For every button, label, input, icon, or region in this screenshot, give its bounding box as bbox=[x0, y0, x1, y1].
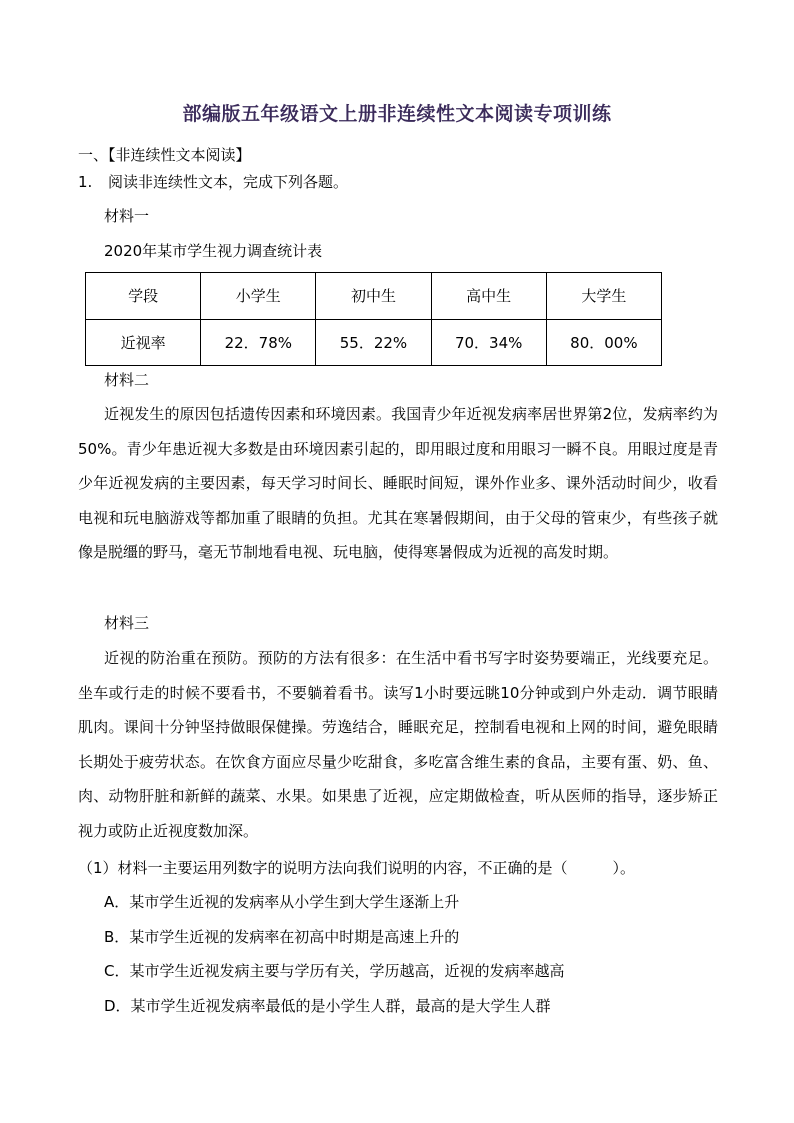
table-header-cell: 初中生 bbox=[316, 273, 431, 320]
option-b[interactable]: B．某市学生近视的发病率在初高中时期是高速上升的 bbox=[104, 928, 460, 946]
material2-label: 材料二 bbox=[104, 371, 150, 389]
option-d[interactable]: D．某市学生近视发病率最低的是小学生人群，最高的是大学生人群 bbox=[104, 997, 551, 1015]
table-header-cell: 大学生 bbox=[546, 273, 661, 320]
material1-label: 材料一 bbox=[104, 207, 150, 225]
table-header-cell: 高中生 bbox=[431, 273, 546, 320]
question-number: 1. bbox=[78, 173, 93, 191]
table-caption: 2020年某市学生视力调查统计表 bbox=[104, 242, 323, 260]
table-header-cell: 小学生 bbox=[201, 273, 316, 320]
question-prompt: 阅读非连续性文本，完成下列各题。 bbox=[108, 173, 349, 191]
table-row bbox=[86, 319, 662, 366]
table-cell: 80．00% bbox=[546, 319, 661, 366]
material3-paragraph: 近视的防治重在预防。预防的方法有很多：在生活中看书写字时姿势要端正，光线要充足。坐车或行走的时候不要看书，不要躺着看书。读写1小时要远眺10分钟或到户外走动．调节眼睛肌肉。课间十分钟坚持做眼保健操。劳逸结合，睡眠充足，控制看电视和上网的时间，避免眼睛长期处于疲劳状态。在饮食方面应尽量少吃甜食，多吃富含维生素的食品，主要有蛋、奶、鱼、肉、动物肝脏和新鲜的蔬菜、水果。如果患了近视，应定期做检查，听从医师的指导，逐步矫正视力或防止近视度数加深。 bbox=[78, 649, 718, 840]
table-cell: 70．34% bbox=[431, 319, 546, 366]
table-header-cell: 学段 bbox=[86, 273, 201, 320]
subquestion-stem: （1）材料一主要运用列数字的说明方法向我们说明的内容，不正确的是（ ）。 bbox=[78, 859, 636, 877]
option-c[interactable]: C．某市学生近视发病主要与学历有关，学历越高，近视的发病率越高 bbox=[104, 962, 565, 980]
section-heading: 一、【非连续性文本阅读】 bbox=[78, 146, 251, 164]
table-header-row bbox=[86, 273, 662, 320]
table-cell: 近视率 bbox=[86, 319, 201, 366]
document-title: 部编版五年级语文上册非连续性文本阅读专项训练 bbox=[182, 103, 612, 125]
table-cell: 55．22% bbox=[316, 319, 431, 366]
material2-paragraph: 近视发生的原因包括遗传因素和环境因素。我国青少年近视发病率居世界第2位，发病率约为50%。青少年患近视大多数是由环境因素引起的，即用眼过度和用眼习一瞬不良。用眼过度是青少年近视发病的主要因素，每天学习时间长、睡眠时间短，课外作业多、课外活动时间少，收看电视和玩电脑游戏等都加重了眼睛的负担。尤其在寒暑假期间，由于父母的管束少，有些孩子就像是脱缰的野马，毫无节制地看电视、玩电脑，使得寒暑假成为近视的高发时期。 bbox=[78, 405, 718, 561]
vision-survey-table bbox=[85, 272, 662, 366]
option-a[interactable]: A．某市学生近视的发病率从小学生到大学生逐渐上升 bbox=[104, 893, 460, 911]
table-cell: 22．78% bbox=[201, 319, 316, 366]
material3-label: 材料三 bbox=[104, 614, 150, 632]
